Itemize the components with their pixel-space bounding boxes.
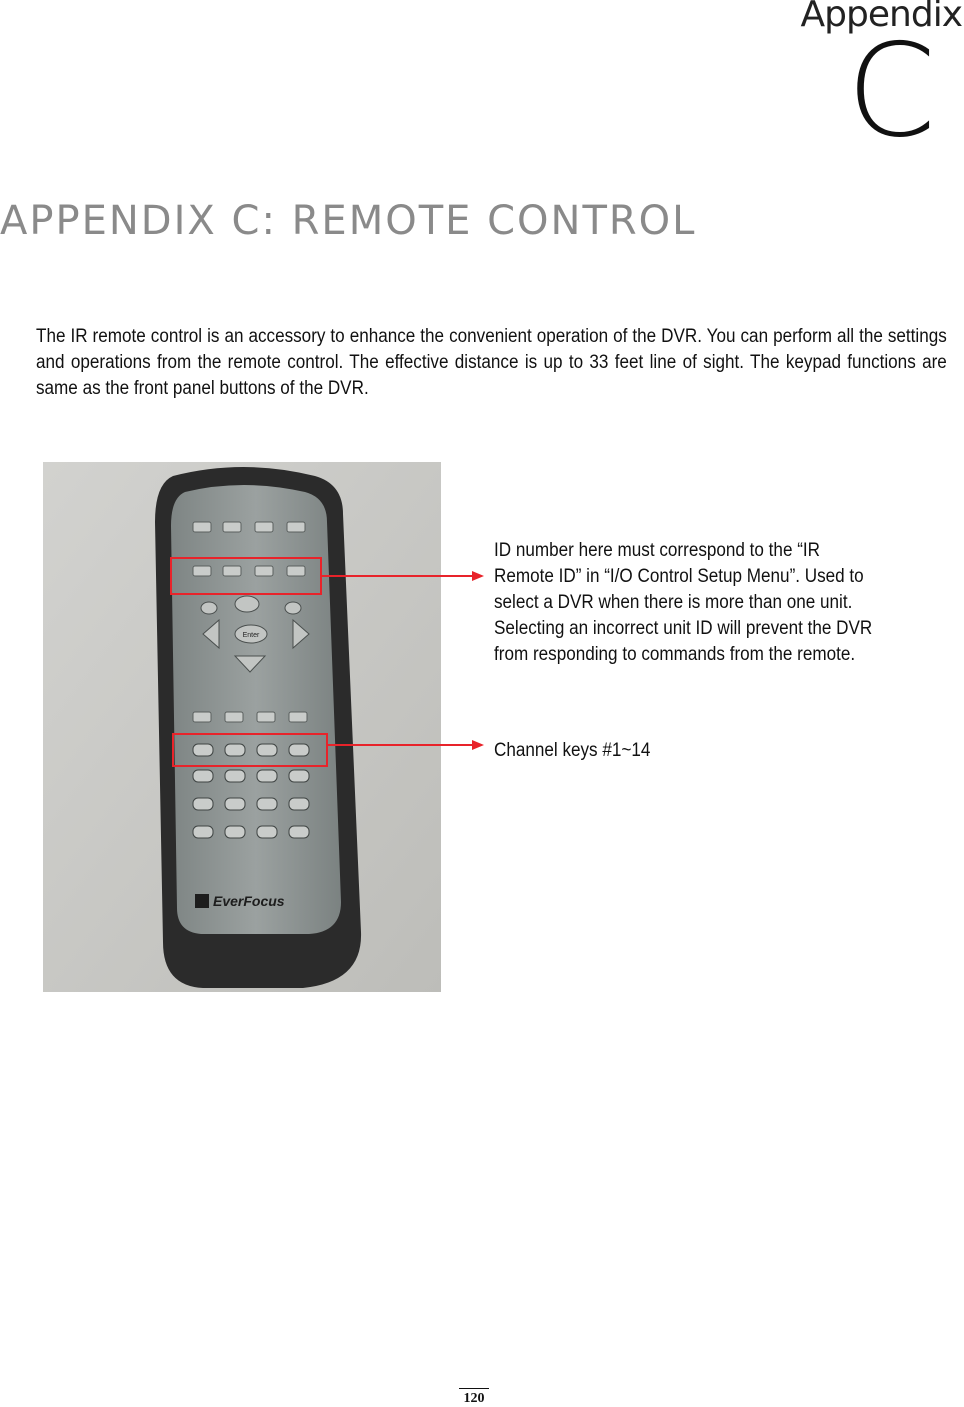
id-callout-line: ID number here must correspond to the “IR xyxy=(494,540,820,561)
id-callout-line: Remote ID” in “I/O Control Setup Menu”. Used to xyxy=(494,566,864,587)
id-callout-line: Selecting an incorrect unit ID will prevent the DVR xyxy=(494,618,873,639)
brand-logo: EverFocus xyxy=(213,893,285,909)
enter-key-label: Enter xyxy=(242,632,260,639)
appendix-word: Appendix xyxy=(800,0,962,35)
channel-callout-line: Channel keys #1~14 xyxy=(494,740,651,761)
channel-callout-arrow-head xyxy=(472,740,484,750)
id-callout-arrow-head xyxy=(472,571,484,581)
id-callout-line: select a DVR when there is more than one unit. xyxy=(494,592,853,613)
page-title: APPENDIX C: REMOTE CONTROL xyxy=(0,198,697,244)
id-callout-text xyxy=(494,538,944,668)
page-number: 120 xyxy=(459,1388,489,1407)
intro-paragraph: The IR remote control is an accessory to enhance the convenient operation of the DVR. You can perform all the settings and operations from the remote control. The effective distance is up to 33 feet line of sight. The keypad functions are same as the front panel buttons of the DVR. xyxy=(36,326,947,399)
id-callout-line: from responding to commands from the remote. xyxy=(494,644,856,665)
appendix-letter: C xyxy=(846,17,936,166)
channel-callout-text xyxy=(494,738,944,764)
